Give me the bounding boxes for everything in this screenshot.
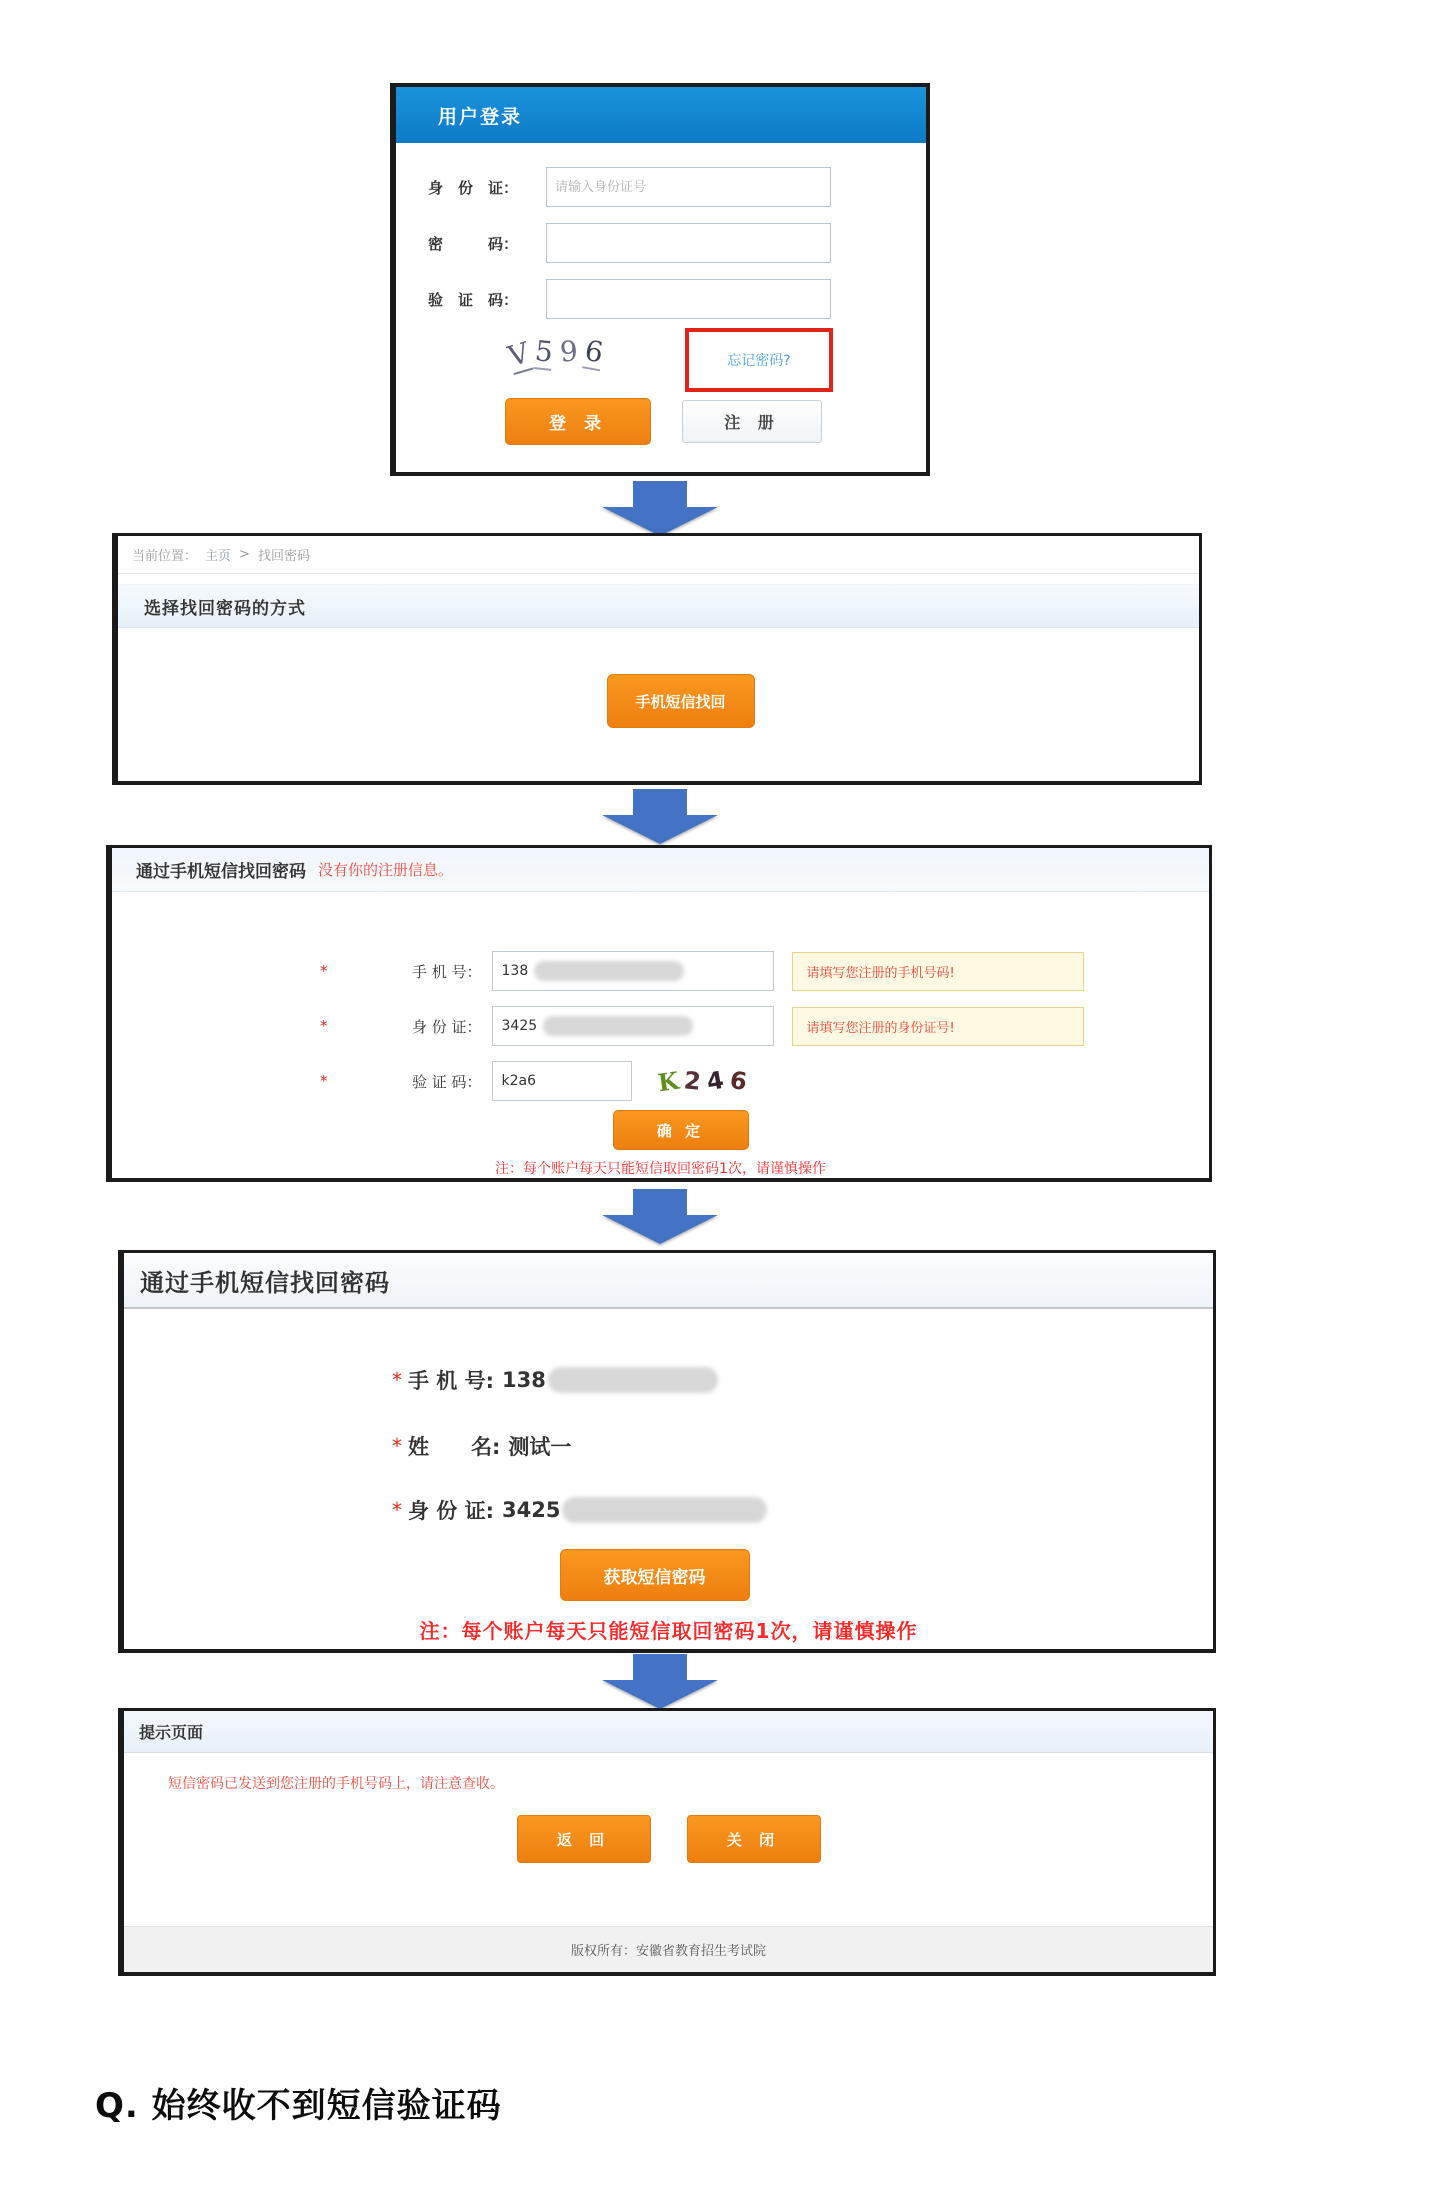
register-button[interactable]: 注 册 xyxy=(682,400,822,443)
captcha-input[interactable] xyxy=(546,279,831,319)
prompt-panel xyxy=(118,1708,1216,1976)
required-asterisk: * xyxy=(320,1017,328,1035)
captcha-char: 9 xyxy=(558,334,579,369)
id-card-row xyxy=(428,167,831,207)
sms-confirm-panel xyxy=(118,1250,1216,1653)
arrow-stem xyxy=(633,789,687,815)
id-card-label: 身 份 证： xyxy=(428,178,519,197)
breadcrumb-separator: > xyxy=(239,547,250,562)
back-button[interactable]: 返 回 xyxy=(517,1815,651,1863)
phone-value: 138 xyxy=(501,963,529,979)
login-button[interactable]: 登 录 xyxy=(505,398,651,445)
captcha-row xyxy=(428,279,831,319)
captcha-image xyxy=(504,333,606,374)
captcha-char: 6 xyxy=(582,333,606,370)
id-value: 3425 xyxy=(502,1498,561,1522)
get-sms-password-button[interactable]: 获取短信密码 xyxy=(560,1549,750,1601)
forgot-password-highlight-box xyxy=(685,328,833,392)
id-tooltip: 请填写您注册的身份证号! xyxy=(792,1007,1084,1046)
breadcrumb-current: 找回密码 xyxy=(257,549,310,564)
verify-code-label: 验 证 码： xyxy=(411,1072,482,1091)
redaction-blur xyxy=(543,1016,693,1036)
prompt-title: 提示页面 xyxy=(139,1723,204,1742)
daily-limit-note: 注：每个账户每天只能短信取回密码1次，请谨慎操作 xyxy=(495,1161,826,1177)
prompt-buttons xyxy=(124,1815,1213,1863)
phone-label: 手 机 号： xyxy=(411,962,482,981)
id-card-input[interactable] xyxy=(546,167,831,207)
copyright-footer: 版权所有：安徽省教育招生考试院 xyxy=(124,1926,1213,1972)
redaction-blur xyxy=(562,1497,767,1523)
phone-value: 138 xyxy=(502,1368,546,1392)
arrow-stem xyxy=(633,481,687,507)
phone-row xyxy=(392,1365,718,1395)
arrow-stem xyxy=(633,1654,687,1680)
name-row xyxy=(392,1431,571,1461)
captcha-char: 2 xyxy=(682,1065,703,1096)
login-title: 用户登录 xyxy=(438,105,523,128)
required-asterisk: * xyxy=(392,1434,402,1458)
id-input[interactable] xyxy=(492,1006,774,1046)
forgot-password-link[interactable]: 忘记密码? xyxy=(727,353,791,369)
phone-tooltip: 请填写您注册的手机号码! xyxy=(792,952,1084,991)
phone-label: 手 机 号: xyxy=(408,1369,495,1393)
flow-arrow-down-icon xyxy=(602,1654,718,1709)
flow-arrow-down-icon xyxy=(602,789,718,844)
arrow-head xyxy=(602,1215,718,1244)
login-panel-header xyxy=(396,87,926,143)
arrow-head xyxy=(602,507,718,536)
sms-form-header xyxy=(112,848,1209,892)
verify-code-value: k2a6 xyxy=(501,1073,537,1089)
section-header-bar xyxy=(118,584,1199,628)
id-value: 3425 xyxy=(501,1018,538,1034)
sms-form-panel xyxy=(106,845,1212,1182)
required-asterisk: * xyxy=(392,1368,402,1392)
id-label: 身 份 证： xyxy=(411,1017,482,1036)
close-button[interactable]: 关 闭 xyxy=(687,1815,821,1863)
captcha-char: V xyxy=(504,335,533,374)
captcha-label: 验 证 码： xyxy=(428,290,519,309)
arrow-head xyxy=(602,1680,718,1709)
captcha-char: 4 xyxy=(704,1065,726,1096)
captcha-image xyxy=(655,1065,749,1097)
sms-confirm-header xyxy=(124,1253,1213,1309)
sms-retrieve-button[interactable]: 手机短信找回 xyxy=(607,674,755,728)
daily-limit-note: 注：每个账户每天只能短信取回密码1次，请谨慎操作 xyxy=(419,1619,918,1643)
password-label: 密 码： xyxy=(428,234,519,253)
breadcrumb-label: 当前位置： xyxy=(132,549,198,564)
sms-sent-message: 短信密码已发送到您注册的手机号码上，请注意查收。 xyxy=(168,1776,504,1792)
breadcrumb-home-link[interactable]: 主页 xyxy=(205,549,232,564)
choose-method-panel xyxy=(112,533,1202,785)
section-title: 选择找回密码的方式 xyxy=(144,598,306,619)
prompt-header xyxy=(124,1711,1213,1753)
breadcrumb xyxy=(118,536,1199,574)
id-row xyxy=(392,1495,767,1525)
faq-question-heading: Q. 始终收不到短信验证码 xyxy=(95,2086,502,2126)
confirm-button[interactable]: 确 定 xyxy=(613,1110,749,1150)
password-input[interactable] xyxy=(546,223,831,263)
password-row xyxy=(428,223,831,263)
arrow-stem xyxy=(633,1189,687,1215)
phone-row xyxy=(320,950,1084,992)
verify-code-row xyxy=(320,1060,749,1102)
sms-confirm-title: 通过手机短信找回密码 xyxy=(140,1268,390,1297)
verify-code-input[interactable] xyxy=(492,1061,632,1101)
name-label: 姓 名: xyxy=(408,1435,501,1459)
name-value: 测试一 xyxy=(508,1435,572,1459)
sms-form-title: 通过手机短信找回密码 xyxy=(136,862,306,882)
flow-arrow-down-icon xyxy=(602,1189,718,1244)
captcha-char: 5 xyxy=(533,334,555,369)
flow-arrow-down-icon xyxy=(602,481,718,536)
arrow-head xyxy=(602,815,718,844)
redaction-blur xyxy=(548,1367,718,1393)
captcha-char: 6 xyxy=(727,1065,749,1096)
id-row xyxy=(320,1005,1084,1047)
redaction-blur xyxy=(534,961,684,981)
login-panel xyxy=(390,83,930,476)
required-asterisk: * xyxy=(392,1498,402,1522)
required-asterisk: * xyxy=(320,962,328,980)
required-asterisk: * xyxy=(320,1072,328,1090)
phone-input[interactable] xyxy=(492,951,774,991)
id-label: 身 份 证: xyxy=(408,1499,495,1523)
registration-error-text: 没有你的注册信息。 xyxy=(318,861,454,879)
captcha-char: K xyxy=(655,1065,681,1097)
